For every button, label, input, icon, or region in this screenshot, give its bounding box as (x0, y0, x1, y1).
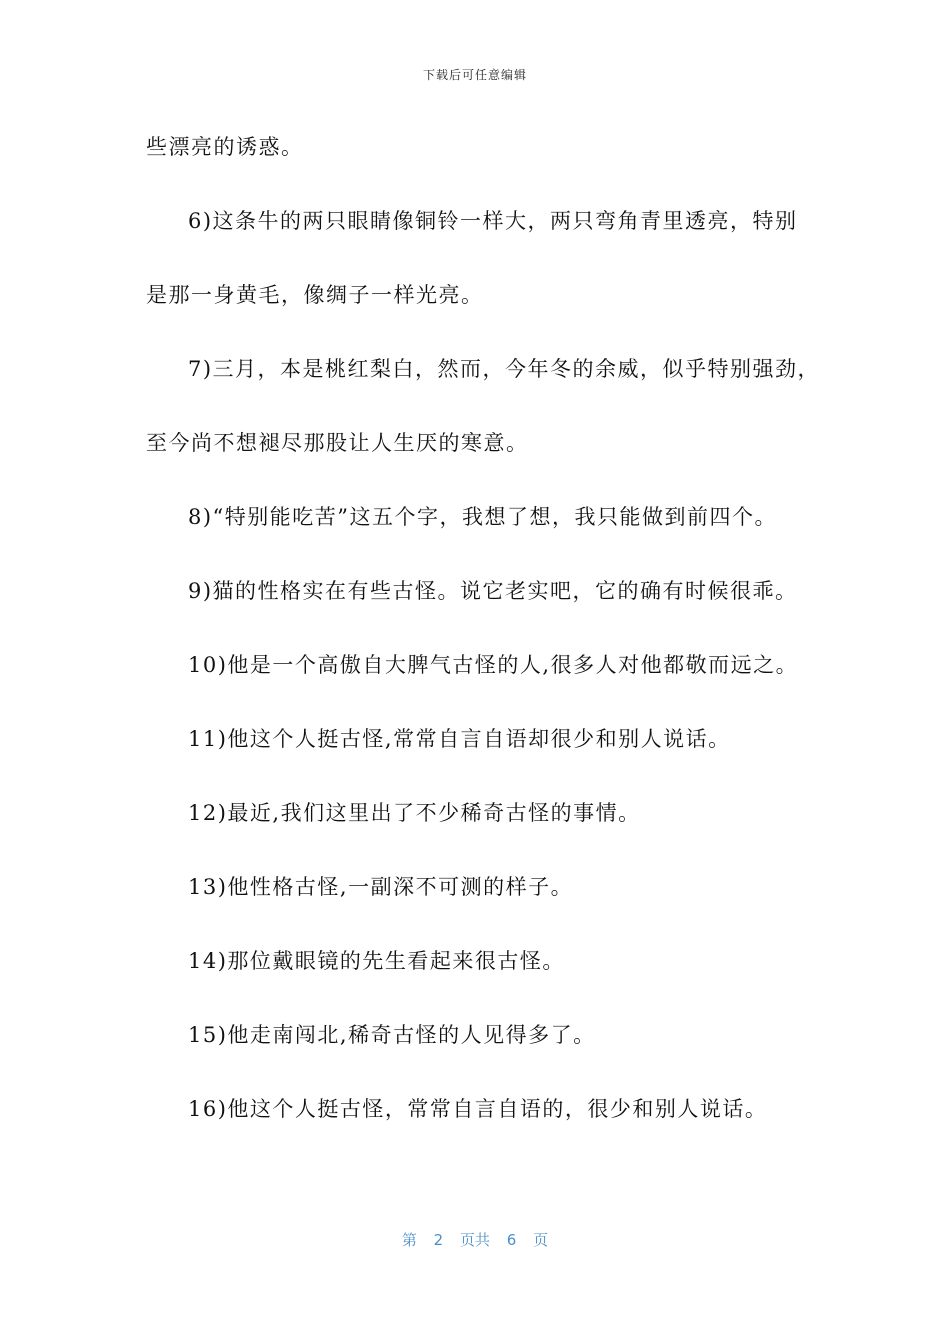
text-line: 14)那位戴眼镜的先生看起来很古怪。 (188, 949, 565, 973)
text-line: 12)最近,我们这里出了不少稀奇古怪的事情。 (188, 801, 641, 825)
footer-label-ye-gong: 页共 (459, 1231, 490, 1249)
text-line: 9)猫的性格实在有些古怪。说它老实吧，它的确有时候很乖。 (188, 579, 798, 603)
page-footer (0, 1229, 950, 1250)
footer-total-pages: 6 (506, 1231, 517, 1249)
text-line: 16)他这个人挺古怪，常常自言自语的，很少和别人说话。 (188, 1097, 768, 1121)
footer-label-di: 第 (401, 1231, 417, 1249)
text-line: 至今尚不想褪尽那股让人生厌的寒意。 (146, 431, 529, 455)
text-line: 11)他这个人挺古怪,常常自言自语却很少和别人说话。 (188, 727, 731, 751)
text-line: 13)他性格古怪,一副深不可测的样子。 (188, 875, 574, 899)
text-line: 6)这条牛的两只眼睛像铜铃一样大，两只弯角青里透亮，特别 (188, 209, 798, 233)
text-line: 8)“特别能吃苦”这五个字，我想了想，我只能做到前四个。 (188, 505, 778, 529)
text-line: 7)三月，本是桃红梨白，然而，今年冬的余威，似乎特别强劲， (188, 357, 821, 381)
footer-label-ye: 页 (533, 1231, 549, 1249)
text-line: 10)他是一个高傲自大脾气古怪的人,很多人对他都敬而远之。 (188, 653, 799, 677)
text-line: 15)他走南闯北,稀奇古怪的人见得多了。 (188, 1023, 596, 1047)
footer-current-page: 2 (433, 1231, 444, 1249)
page-header: 下载后可任意编辑 (422, 68, 527, 82)
document-body (146, 125, 821, 1161)
text-line: 是那一身黄毛，像绸子一样光亮。 (146, 283, 484, 307)
text-line: 些漂亮的诱惑。 (146, 135, 304, 159)
